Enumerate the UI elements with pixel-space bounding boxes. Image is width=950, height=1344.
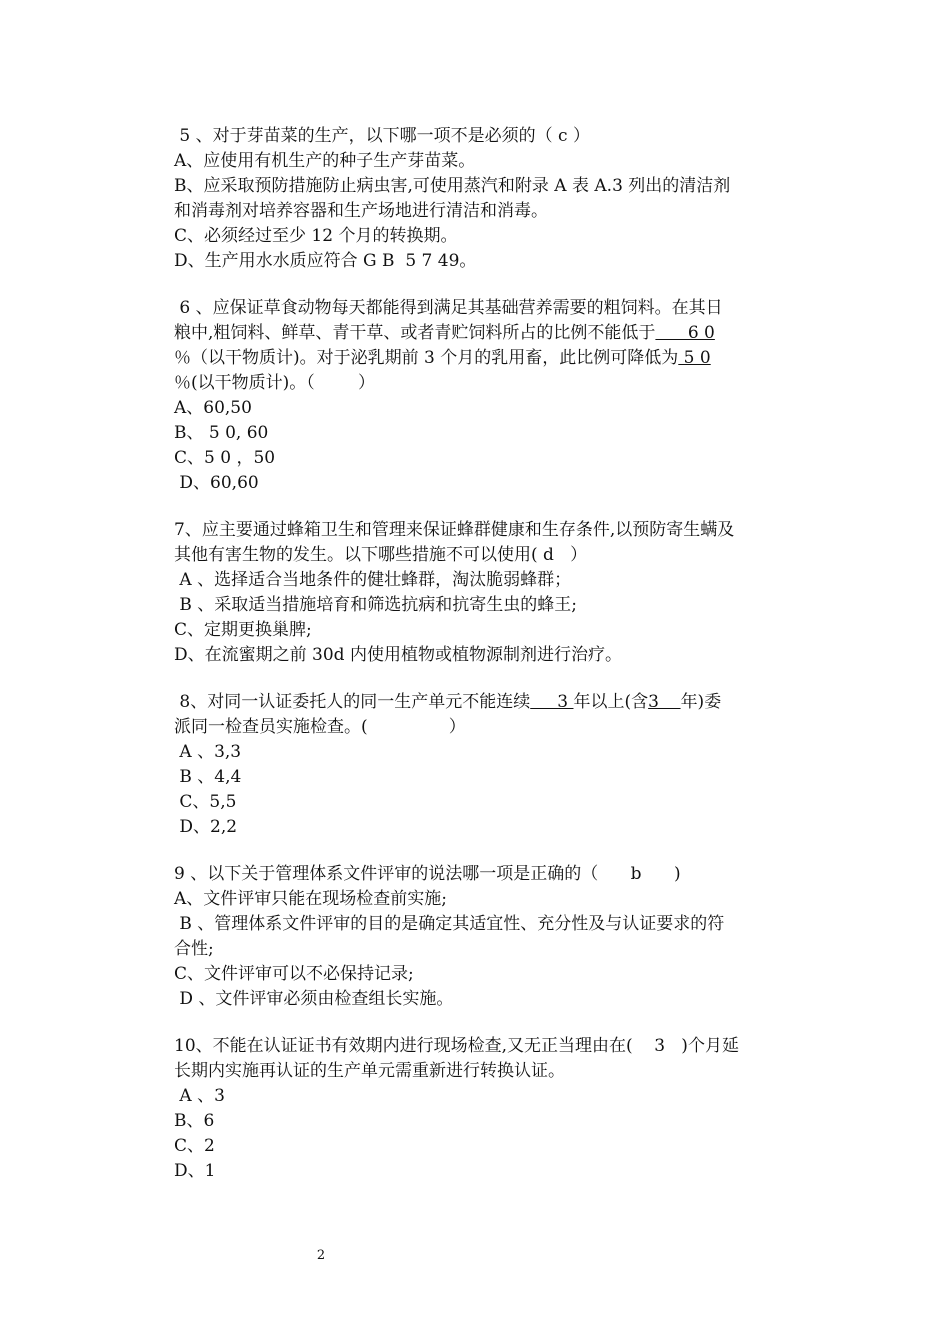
question-line (174, 887, 814, 912)
line-text: 8、对同一认证委托人的同一生产单元不能连续 (174, 692, 531, 712)
line-text: D 、文件评审必须由检查组长实施。 (174, 989, 454, 1009)
question-block (174, 296, 814, 496)
question-line (174, 1059, 814, 1084)
line-text: 10、不能在认证证书有效期内进行现场检查,又无正当理由在( 3 )个月延 (174, 1036, 739, 1056)
line-text: B 、采取适当措施培育和筛选抗病和抗寄生虫的蜂王; (174, 595, 578, 615)
line-text: 合性; (174, 939, 214, 959)
question-line (174, 346, 814, 371)
line-text: 9 、以下关于管理体系文件评审的说法哪一项是正确的（ b ) (174, 864, 681, 884)
question-line (174, 446, 814, 471)
line-text: C、2 (174, 1136, 215, 1156)
question-list (174, 124, 814, 1206)
line-text: B 、管理体系文件评审的目的是确定其适宜性、充分性及与认证要求的符 (174, 914, 725, 934)
line-text: 5 、对于芽苗菜的生产，以下哪一项不是必须的（ (174, 126, 559, 146)
question-stem-line (174, 690, 814, 715)
question-line (174, 174, 814, 199)
question-block (174, 124, 814, 274)
line-text: ％(以干物质计)。（ ） (174, 373, 375, 393)
question-block (174, 1034, 814, 1184)
question-stem-line (174, 862, 814, 887)
line-text: 年)委 (680, 692, 722, 712)
question-line (174, 912, 814, 937)
question-line (174, 1159, 814, 1184)
line-text: A、60,50 (174, 398, 252, 418)
question-line (174, 471, 814, 496)
question-block (174, 690, 814, 840)
question-line (174, 740, 814, 765)
question-line (174, 421, 814, 446)
question-line (174, 715, 814, 740)
line-text: C、5 0 ，50 (174, 448, 276, 468)
line-text: A、应使用有机生产的种子生产芽苗菜。 (174, 151, 476, 171)
line-text: D、2,2 (174, 817, 238, 837)
question-line (174, 199, 814, 224)
question-line (174, 937, 814, 962)
line-text: ％（以干物质计)。对于泌乳期前 3 个月的乳用畜，此比例可降低为 (174, 348, 679, 368)
line-text: A 、3,3 (174, 742, 242, 762)
question-line (174, 543, 814, 568)
line-text: 其他有害生物的发生。以下哪些措施不可以使用( d ） (174, 545, 588, 565)
line-text: 年以上(含 (573, 692, 649, 712)
question-line (174, 149, 814, 174)
question-line (174, 593, 814, 618)
line-text: A、文件评审只能在现场检查前实施; (174, 889, 448, 909)
question-stem-line (174, 1034, 814, 1059)
question-line (174, 987, 814, 1012)
question-line (174, 790, 814, 815)
question-line (174, 1109, 814, 1134)
line-text: 和消毒剂对培养容器和生产场地进行清洁和消毒。 (174, 201, 548, 221)
question-stem-line (174, 124, 814, 149)
line-text: B、应采取预防措施防止病虫害,可使用蒸汽和附录 A 表 A.3 列出的清洁剂 (174, 176, 731, 196)
line-text: C、文件评审可以不必保持记录; (174, 964, 414, 984)
line-text: C、定期更换巢脾; (174, 620, 312, 640)
question-line (174, 224, 814, 249)
line-text: 长期内实施再认证的生产单元需重新进行转换认证。 (174, 1061, 565, 1081)
line-text: D、60,60 (174, 473, 259, 493)
line-text: B、6 (174, 1111, 215, 1131)
line-text: D、生产用水水质应符合 G B 5 7 49。 (174, 251, 477, 271)
question-line (174, 1134, 814, 1159)
question-line (174, 618, 814, 643)
answer-mark: c (558, 126, 568, 146)
question-stem-line (174, 296, 814, 321)
question-line (174, 962, 814, 987)
question-line (174, 371, 814, 396)
question-line (174, 765, 814, 790)
question-line (174, 396, 814, 421)
line-text: C、5,5 (174, 792, 237, 812)
underlined-answer: 3 (648, 692, 681, 712)
line-text: 粮中,粗饲料、鲜草、青干草、或者青贮饲料所占的比例不能低于 (174, 323, 656, 343)
line-text: ） (567, 126, 590, 146)
underlined-answer: 5 0 (678, 348, 711, 368)
line-text: A 、选择适合当地条件的健壮蜂群，淘汰脆弱蜂群； (174, 570, 572, 590)
line-text: 6 、应保证草食动物每天都能得到满足其基础营养需要的粗饲料。在其日 (174, 298, 723, 318)
question-line (174, 568, 814, 593)
line-text: B、 5 0, 60 (174, 423, 269, 443)
question-line (174, 643, 814, 668)
underlined-answer: 3 (530, 692, 574, 712)
question-line (174, 249, 814, 274)
question-line (174, 815, 814, 840)
line-text: C、必须经过至少 12 个月的转换期。 (174, 226, 458, 246)
line-text: B 、4,4 (174, 767, 242, 787)
question-stem-line (174, 518, 814, 543)
line-text: D、1 (174, 1161, 216, 1181)
question-line (174, 1084, 814, 1109)
line-text: D、在流蜜期之前 30d 内使用植物或植物源制剂进行治疗。 (174, 645, 622, 665)
line-text: 7、应主要通过蜂箱卫生和管理来保证蜂群健康和生存条件,以预防寄生螨及 (174, 520, 735, 540)
question-block (174, 518, 814, 668)
question-block (174, 862, 814, 1012)
question-line (174, 321, 814, 346)
line-text: 派同一检查员实施检查。( ） (174, 717, 466, 737)
line-text: A 、3 (174, 1086, 225, 1106)
underlined-answer: 6 0 (655, 323, 715, 343)
page-number: 2 (316, 1248, 326, 1263)
